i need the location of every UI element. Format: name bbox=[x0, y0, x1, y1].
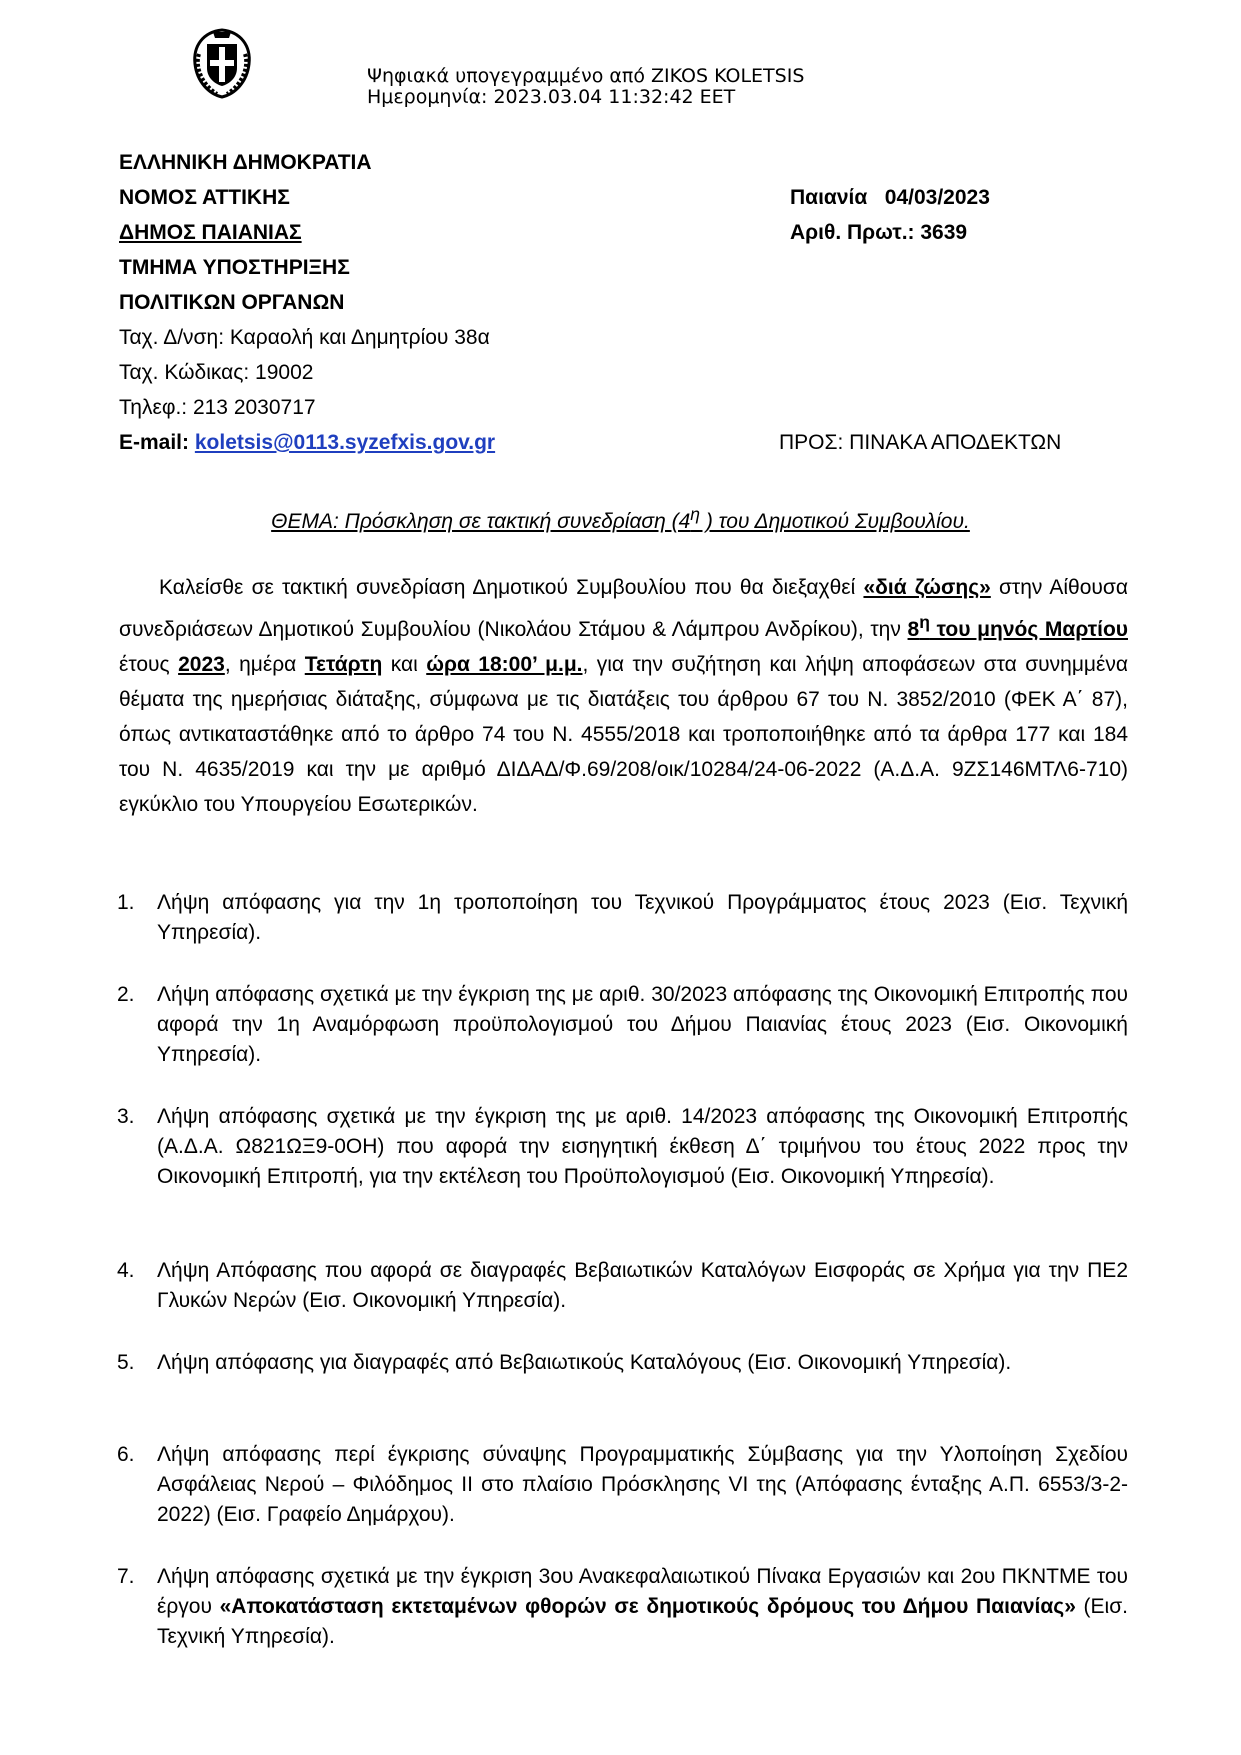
phone-line: Τηλεφ.: 213 2030717 bbox=[119, 396, 316, 419]
agenda-text: Λήψη Απόφασης που αφορά σε διαγραφές Βεβαιωτικών Καταλόγων Εισφοράς σε Χρήμα για την ΠΕ2 Γλυκών Νερών (Εισ. Οικονομική Υπηρεσία). bbox=[157, 1259, 1128, 1312]
signature-line-2: Ημερομηνία: 2023.03.04 11:32:42 EET bbox=[367, 86, 736, 108]
country-line: ΕΛΛΗΝΙΚΗ ΔΗΜΟΚΡΑΤΙΑ bbox=[119, 151, 372, 174]
agenda-item-2 bbox=[117, 980, 1128, 1070]
email-label: E-mail: bbox=[119, 431, 190, 454]
document-date: 04/03/2023 bbox=[884, 186, 990, 209]
body-bold-year: 2023 bbox=[178, 653, 225, 676]
department-line-1: ΤΜΗΜΑ ΥΠΟΣΤΗΡΙΞΗΣ bbox=[119, 256, 350, 279]
body-date-day: 8 bbox=[907, 618, 920, 641]
body-text-4: , ημέρα bbox=[224, 653, 305, 676]
email-link[interactable]: koletsis@0113.syzefxis.gov.gr bbox=[194, 431, 496, 454]
agenda-number: 5. bbox=[117, 1351, 135, 1374]
agenda-item-7 bbox=[117, 1562, 1129, 1652]
subject-sup: η bbox=[690, 504, 700, 524]
body-text-3: έτους bbox=[119, 653, 179, 676]
agenda-text: Λήψη απόφασης σχετικά με την έγκριση 3ου Ανακεφαλαιωτικού Πίνακα Εργασιών και 2ου ΠΚΝΤΜΕ του έργου bbox=[157, 1565, 1128, 1618]
agenda-text: Λήψη απόφασης για την 1η τροποποίηση του Τεχνικού Προγράμματος έτους 2023 (Εισ. Τεχνική Υπηρεσία). bbox=[157, 891, 1128, 944]
digital-signature bbox=[367, 66, 804, 108]
body-text-2: στην Αίθουσα συνεδριάσεων Δημοτικού Συμβουλίου (Νικολάου Στάμου & Λάμπρου Ανδρίκου), την bbox=[119, 576, 1129, 641]
address-line: Ταχ. Δ/νση: Καραολή και Δημητρίου 38α bbox=[119, 326, 490, 349]
agenda-text: Λήψη απόφασης για διαγραφές από Βεβαιωτικούς Καταλόγους (Εισ. Οικονομική Υπηρεσία). bbox=[157, 1351, 1012, 1374]
agenda-text-suffix: (Εισ. Τεχνική Υπηρεσία). bbox=[157, 1595, 1129, 1648]
recipients-line: ΠΡΟΣ: ΠΙΝΑΚΑ ΑΠΟΔΕΚΤΩΝ bbox=[779, 431, 1062, 454]
agenda-number: 7. bbox=[117, 1565, 135, 1588]
body-text-5: και bbox=[382, 653, 427, 676]
body-text-1: Καλείσθε σε τακτική συνεδρίαση Δημοτικού Συμβουλίου που θα διεξαχθεί bbox=[159, 576, 864, 599]
agenda-number: 1. bbox=[117, 891, 135, 914]
department-line-2: ΠΟΛΙΤΙΚΩΝ ΟΡΓΑΝΩΝ bbox=[119, 291, 345, 314]
agenda-number: 3. bbox=[117, 1105, 135, 1128]
place-date bbox=[790, 180, 990, 215]
email-line bbox=[119, 425, 495, 460]
agenda-text: Λήψη απόφασης σχετικά με την έγκριση της με αριθ. 14/2023 απόφασης της Οικονομική Επιτροπής (Α.Δ.Α. Ω821ΩΞ9-0ΟΗ) που αφορά την εισηγητική έκθεση Δ΄ τριμήνου του έτους 2022 προς την Οικονομική Επιτροπή, για την εκτέλεση του Προϋπολογισμού (Εισ. Οικονομική Υπηρεσία). bbox=[157, 1105, 1128, 1188]
agenda-item-3 bbox=[117, 1102, 1128, 1192]
body-bold-time: ώρα 18:00’ μ.μ. bbox=[426, 653, 583, 676]
body-bold-day: Τετάρτη bbox=[304, 653, 383, 676]
invitation-paragraph bbox=[119, 570, 1128, 822]
agenda-project-title: «Αποκατάσταση εκτεταμένων φθορών σε δημοτικούς δρόμους του Δήμου Παιανίας» bbox=[219, 1595, 1076, 1618]
body-bold-date bbox=[907, 612, 1128, 641]
postal-code-line: Ταχ. Κώδικας: 19002 bbox=[119, 361, 314, 384]
body-date-month: του μηνός Μαρτίου bbox=[929, 618, 1128, 641]
agenda-number: 4. bbox=[117, 1259, 135, 1282]
subject-prefix: ΘΕΜΑ: Πρόσκληση σε τακτική συνεδρίαση (4 bbox=[271, 510, 691, 533]
agenda-item-5 bbox=[117, 1348, 1128, 1378]
agenda-number: 2. bbox=[117, 983, 135, 1006]
signature-line-1: Ψηφιακά υπογεγραμμένο από ZIKOS KOLETSIS bbox=[367, 65, 805, 87]
coat-of-arms-emblem bbox=[183, 24, 261, 102]
agenda-text: Λήψη απόφασης σχετικά με την έγκριση της με αριθ. 30/2023 απόφασης της Οικονομική Επιτροπής που αφορά την 1η Αναμόρφωση προϋπολογισμού του Δήμου Παιανίας έτους 2023 (Εισ. Οικονομική Υπηρεσία). bbox=[157, 983, 1128, 1066]
sender-header bbox=[119, 145, 495, 460]
prefecture-line: ΝΟΜΟΣ ΑΤΤΙΚΗΣ bbox=[119, 186, 290, 209]
body-date-sup: η bbox=[919, 612, 930, 632]
agenda-item-4 bbox=[117, 1256, 1128, 1316]
protocol-number: Αριθ. Πρωτ.: 3639 bbox=[790, 221, 968, 244]
body-bold-in-person: «διά ζώσης» bbox=[863, 576, 991, 599]
agenda-item-6 bbox=[117, 1440, 1128, 1530]
agenda-item-1 bbox=[117, 888, 1128, 948]
place: Παιανία bbox=[790, 186, 868, 209]
municipality-line: ΔΗΜΟΣ ΠΑΙΑΝΙΑΣ bbox=[119, 221, 302, 244]
agenda-text: Λήψη απόφασης περί έγκρισης σύναψης Προγραμματικής Σύμβασης για την Υλοποίηση Σχεδίου Ασφάλειας Νερού – Φιλόδημος ΙΙ στο πλαίσιο Πρόσκλησης VI της (Απόφασης ένταξης Α.Π. 6553/3-2-2022) (Εισ. Γραφείο Δημάρχου). bbox=[157, 1443, 1128, 1526]
body-text-6: , για την συζήτηση και λήψη αποφάσεων στα συνημμένα θέματα της ημερήσιας διάταξης, σύμφωνα με τις διατάξεις του άρθρου 67 του Ν. 3852/2010 (ΦΕΚ Α΄ 87), όπως αντικαταστάθηκε από το άρθρο 74 του Ν. 4555/2018 και τροποποιήθηκε από τα άρθρα 177 και 184 του Ν. 4635/2019 και την με αριθμό ΔΙΔΑΔ/Φ.69/208/οικ/10284/24-06-2022 (Α.Δ.Α. 9ΖΣ146ΜΤΛ6-710) εγκύκλιο του Υπουργείου Εσωτερικών. bbox=[119, 653, 1129, 816]
agenda-number: 6. bbox=[117, 1443, 135, 1466]
subject-suffix: ) του Δημοτικού Συμβουλίου. bbox=[699, 510, 970, 533]
subject-line bbox=[0, 504, 1241, 534]
